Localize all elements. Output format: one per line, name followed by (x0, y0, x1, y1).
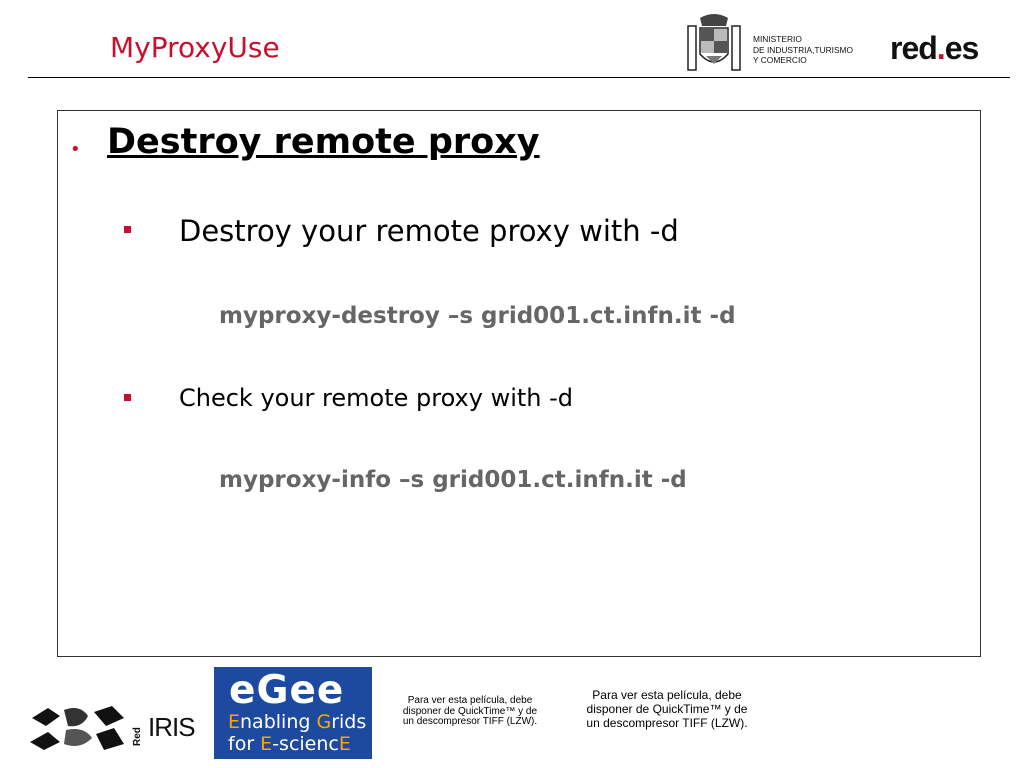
quicktime-line: Para ver esta película, debe (407, 695, 533, 706)
slide-title: MyProxyUse (110, 31, 280, 64)
quicktime-placeholder-small (386, 696, 554, 728)
ministry-logo (686, 12, 866, 74)
logo-dot: . (936, 30, 945, 66)
ministry-text (753, 34, 853, 66)
logo-es: es (944, 30, 979, 66)
quicktime-line: un descompresor TIFF (LZW). (402, 716, 538, 727)
egee-tagline-line1: Enabling Grids (228, 711, 367, 733)
logo-red: red (890, 30, 937, 66)
rediris-logo (28, 704, 195, 756)
quicktime-placeholder-large (572, 688, 762, 730)
header-divider (28, 77, 1010, 78)
section-heading: Destroy remote proxy (107, 122, 540, 162)
rediris-label: IRIS (148, 712, 195, 742)
coat-of-arms-icon (686, 12, 742, 72)
red-es-logo (890, 28, 978, 68)
ministry-line: MINISTERIO (753, 34, 802, 44)
egee-tagline-line2: for E-sciencE (228, 733, 351, 755)
quicktime-line: Para ver esta película, debe (592, 688, 742, 702)
rediris-prefix: Red (132, 727, 143, 746)
ministry-line: Y COMERCIO (753, 55, 807, 65)
item-label: Destroy your remote proxy with -d (179, 214, 679, 248)
quicktime-line: un descompresor TIFF (LZW). (586, 716, 748, 730)
item-label: Check your remote proxy with -d (179, 384, 574, 412)
quicktime-line: disponer de QuickTime™ y de (586, 702, 748, 716)
command-text: myproxy-destroy –s grid001.ct.infn.it -d (219, 303, 736, 329)
rediris-mark-icon (28, 704, 128, 752)
command-text: myproxy-info –s grid001.ct.infn.it -d (219, 467, 687, 493)
egee-logo (214, 667, 372, 759)
bullet-dot-icon: • (70, 139, 81, 160)
square-bullet-icon (124, 226, 131, 233)
square-bullet-icon (124, 394, 131, 401)
egee-wordmark: eGee (229, 668, 345, 713)
quicktime-line: disponer de QuickTime™ y de (402, 705, 538, 717)
ministry-line: DE INDUSTRIA,TURISMO (753, 44, 854, 55)
